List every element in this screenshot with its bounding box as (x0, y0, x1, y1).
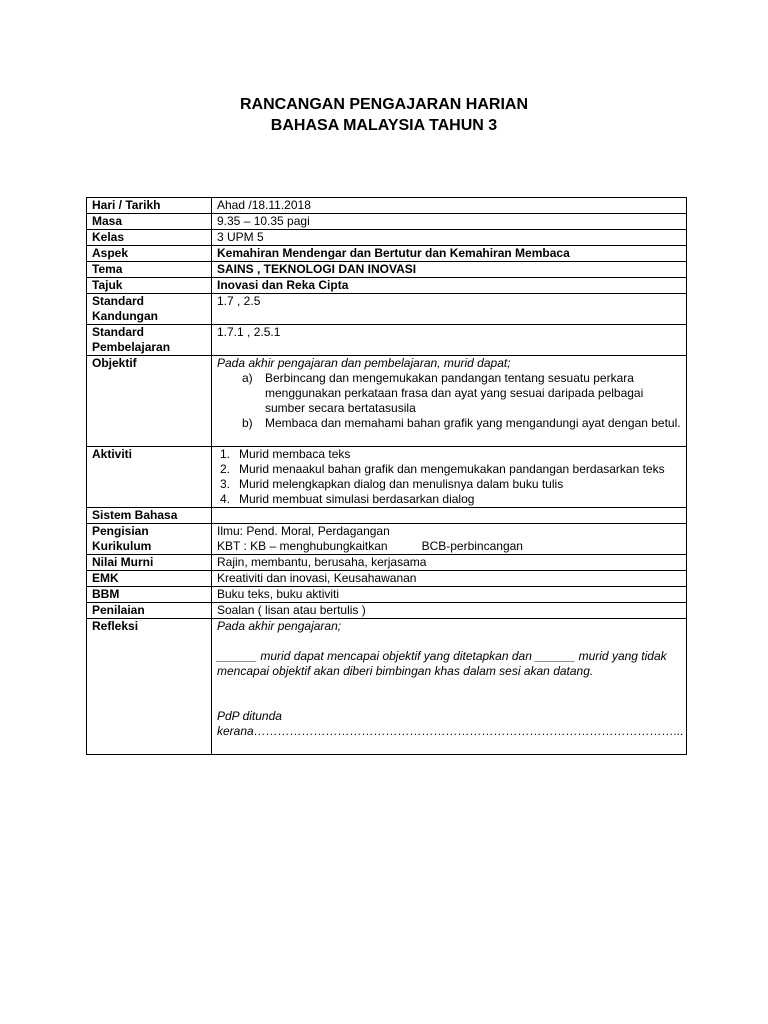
value-nilai-murni: Rajin, membantu, berusaha, kerjasama (212, 555, 687, 571)
row-hari-tarikh (87, 198, 687, 214)
row-standard-pembelajaran (87, 325, 687, 356)
label-emk: EMK (87, 571, 212, 587)
value-standard-kandungan: 1.7 , 2.5 (212, 294, 687, 325)
label-tema: Tema (87, 262, 212, 278)
document-title-line2: BAHASA MALAYSIA TAHUN 3 (270, 117, 498, 134)
value-tajuk: Inovasi dan Reka Cipta (212, 278, 687, 294)
aktiviti-item (217, 447, 681, 462)
objektif-item (242, 371, 681, 416)
refleksi-intro: Pada akhir pengajaran; (217, 619, 342, 633)
row-nilai-murni (87, 555, 687, 571)
label-standard-pembelajaran-line1: Standard (92, 325, 145, 339)
label-pengisian-line2: Kurikulum (92, 539, 152, 553)
value-masa: 9.35 – 10.35 pagi (212, 214, 687, 230)
refleksi-pdp-line2: kerana……………………………………………………………………………………………... (217, 724, 684, 738)
row-refleksi (87, 619, 687, 755)
value-aktiviti (212, 447, 687, 508)
label-aktiviti: Aktiviti (87, 447, 212, 508)
label-standard-pembelajaran-line2: Pembelajaran (92, 340, 171, 354)
value-standard-pembelajaran (212, 325, 687, 356)
value-kelas: 3 UPM 5 (212, 230, 687, 246)
row-masa (87, 214, 687, 230)
row-pengisian-kurikulum (87, 524, 687, 555)
row-tema (87, 262, 687, 278)
aktiviti-item-marker: 3. (220, 477, 231, 491)
row-penilaian (87, 603, 687, 619)
aktiviti-item-marker: 4. (220, 492, 231, 506)
label-objektif: Objektif (87, 356, 212, 447)
document-title-line1: RANCANGAN PENGAJARAN HARIAN (239, 96, 528, 113)
objektif-item-marker: b) (242, 416, 253, 430)
row-objektif (87, 356, 687, 447)
value-objektif (212, 356, 687, 447)
label-standard-kandungan-line2: Kandungan (92, 309, 158, 323)
spacer (217, 739, 681, 754)
objektif-item (242, 416, 681, 431)
label-standard-kandungan-line1: Standard (92, 294, 145, 308)
label-penilaian: Penilaian (87, 603, 212, 619)
label-nilai-murni: Nilai Murni (87, 555, 212, 571)
aktiviti-item-text: Murid membaca teks (239, 447, 351, 461)
refleksi-pdp-line1: PdP ditunda (217, 709, 282, 723)
spacer (217, 634, 681, 649)
label-aspek: Aspek (87, 246, 212, 262)
value-hari-tarikh: Ahad /18.11.2018 (212, 198, 687, 214)
label-refleksi: Refleksi (87, 619, 212, 755)
aktiviti-item (217, 462, 681, 477)
label-hari-tarikh: Hari / Tarikh (87, 198, 212, 214)
lesson-plan-table (86, 197, 687, 755)
value-refleksi (212, 619, 687, 755)
objektif-list (217, 371, 681, 431)
row-aktiviti (87, 447, 687, 508)
label-pengisian-line1: Pengisian (92, 524, 149, 538)
row-tajuk (87, 278, 687, 294)
label-tajuk: Tajuk (87, 278, 212, 294)
aktiviti-item (217, 477, 681, 492)
pengisian-ilmu: Ilmu: Pend. Moral, Perdagangan (217, 524, 390, 538)
label-masa: Masa (87, 214, 212, 230)
row-bbm (87, 587, 687, 603)
objektif-intro: Pada akhir pengajaran dan pembelajaran, murid dapat; (217, 356, 511, 370)
label-standard-kandungan (87, 294, 212, 325)
row-kelas (87, 230, 687, 246)
aktiviti-item-text: Murid menaakul bahan grafik dan mengemukakan pandangan berdasarkan teks (239, 462, 665, 476)
label-standard-pembelajaran (87, 325, 212, 356)
aktiviti-item-marker: 2. (220, 462, 231, 476)
pengisian-kbt-line (217, 539, 681, 554)
value-emk: Kreativiti dan inovasi, Keusahawanan (212, 571, 687, 587)
row-emk (87, 571, 687, 587)
spacer (217, 679, 681, 709)
aktiviti-list (217, 447, 681, 507)
value-standard-pembelajaran-text: 1.7.1 , 2.5.1 (217, 325, 281, 339)
spacer (217, 431, 681, 446)
value-bbm: Buku teks, buku aktiviti (212, 587, 687, 603)
pengisian-bcb: BCB-perbincangan (421, 539, 523, 553)
label-pengisian-kurikulum (87, 524, 212, 555)
row-standard-kandungan (87, 294, 687, 325)
aktiviti-item-text: Murid membuat simulasi berdasarkan dialog (239, 492, 475, 506)
value-penilaian: Soalan ( lisan atau bertulis ) (212, 603, 687, 619)
label-kelas: Kelas (87, 230, 212, 246)
objektif-item-marker: a) (242, 371, 253, 385)
aktiviti-item (217, 492, 681, 507)
row-sistem-bahasa (87, 508, 687, 524)
row-aspek (87, 246, 687, 262)
value-aspek: Kemahiran Mendengar dan Bertutur dan Kemahiran Membaca (212, 246, 687, 262)
label-bbm: BBM (87, 587, 212, 603)
label-sistem-bahasa: Sistem Bahasa (87, 508, 212, 524)
aktiviti-item-text: Murid melengkapkan dialog dan menulisnya dalam buku tulis (239, 477, 564, 491)
pengisian-kbt: KBT : KB – menghubungkaitkan (217, 539, 388, 553)
objektif-item-text: Berbincang dan mengemukakan pandangan tentang sesuatu perkara menggunakan perkataan frasa dan ayat yang sesuai daripada pelbagai sumber secara bertatasusila (265, 371, 644, 415)
value-tema: SAINS , TEKNOLOGI DAN INOVASI (212, 262, 687, 278)
refleksi-body: ______ murid dapat mencapai objektif yang ditetapkan dan ______ murid yang tidak mencapai objektif akan diberi bimbingan khas dalam sesi akan datang. (217, 649, 667, 678)
value-pengisian-kurikulum (212, 524, 687, 555)
objektif-item-text: Membaca dan memahami bahan grafik yang mengandungi ayat dengan betul. (265, 416, 681, 430)
aktiviti-item-marker: 1. (220, 447, 231, 461)
value-sistem-bahasa (212, 508, 687, 524)
